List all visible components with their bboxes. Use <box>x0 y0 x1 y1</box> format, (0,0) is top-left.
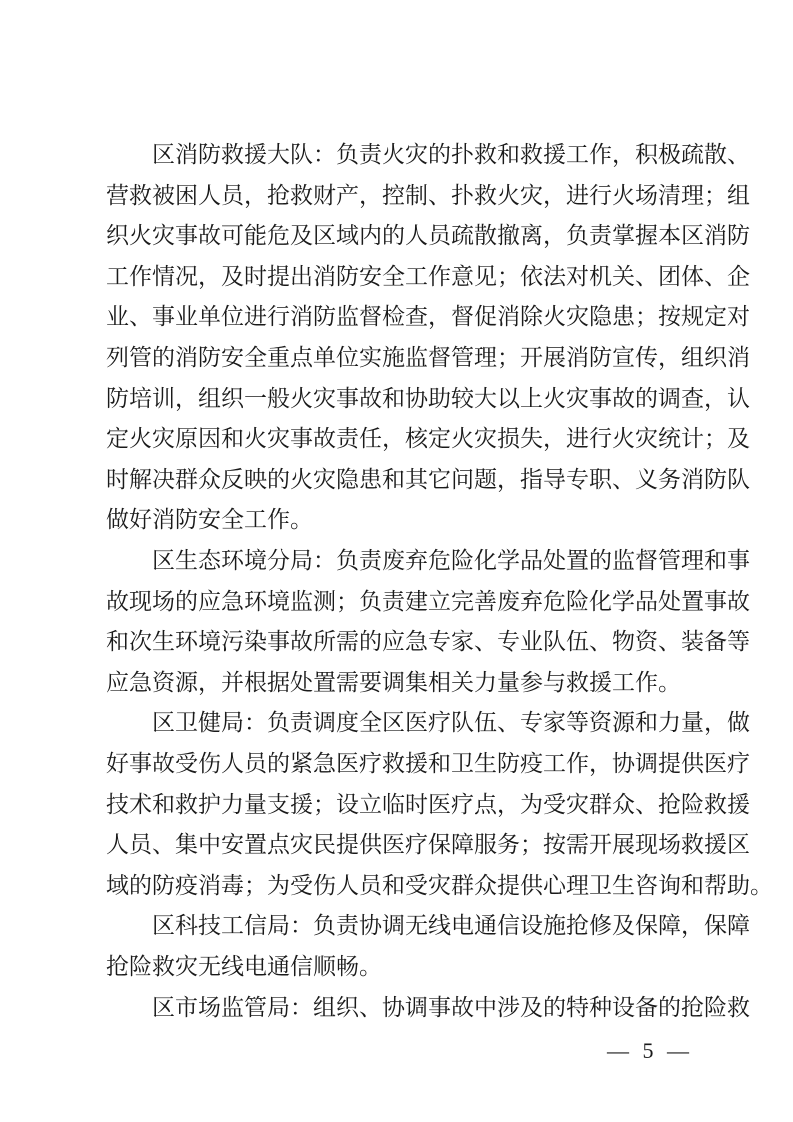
text-line: 区市场监管局：组织、协调事故中涉及的特种设备的抢险救 <box>152 995 750 1021</box>
text-line: 区消防救援大队：负责火灾的扑救和救援工作，积极疏散、 <box>152 142 750 168</box>
text-line: 业、事业单位进行消防监督检查，督促消除火灾隐患；按规定对 <box>106 304 750 330</box>
text-line: 人员、集中安置点灾民提供医疗保障服务；按需开展现场救援区 <box>106 832 750 858</box>
text-line: 营救被困人员，抢救财产，控制、扑救火灾，进行火场清理；组 <box>106 183 750 209</box>
text-line: 区卫健局：负责调度全区医疗队伍、专家等资源和力量，做 <box>152 710 750 736</box>
text-line: 抢险救灾无线电通信顺畅。 <box>106 954 382 980</box>
text-line: 防培训，组织一般火灾事故和协助较大以上火灾事故的调查，认 <box>106 386 750 412</box>
text-line: 技术和救护力量支援；设立临时医疗点，为受灾群众、抢险救援 <box>106 792 750 818</box>
text-line: 域的防疫消毒；为受伤人员和受灾群众提供心理卫生咨询和帮助。 <box>106 873 773 899</box>
text-line: 故现场的应急环境监测；负责建立完善废弃危险化学品处置事故 <box>106 589 750 615</box>
text-line: 应急资源，并根据处置需要调集相关力量参与救援工作。 <box>106 670 681 696</box>
text-line: 织火灾事故可能危及区域内的人员疏散撤离，负责掌握本区消防 <box>106 223 750 249</box>
text-line: 做好消防安全工作。 <box>106 507 313 533</box>
text-line: 工作情况，及时提出消防安全工作意见；依法对机关、团体、企 <box>106 264 750 290</box>
text-line: 定火灾原因和火灾事故责任，核定火灾损失，进行火灾统计；及 <box>106 426 750 452</box>
page-number: — 5 — <box>607 1038 693 1063</box>
text-line: 好事故受伤人员的紧急医疗救援和卫生防疫工作，协调提供医疗 <box>106 751 750 777</box>
text-line: 和次生环境污染事故所需的应急专家、专业队伍、物资、装备等 <box>106 629 750 655</box>
text-line: 列管的消防安全重点单位实施监督管理；开展消防宣传，组织消 <box>106 345 750 371</box>
text-line: 区科技工信局：负责协调无线电通信设施抢修及保障，保障 <box>152 913 750 939</box>
text-line: 区生态环境分局：负责废弃危险化学品处置的监督管理和事 <box>152 548 750 574</box>
text-line: 时解决群众反映的火灾隐患和其它问题，指导专职、义务消防队 <box>106 467 750 493</box>
